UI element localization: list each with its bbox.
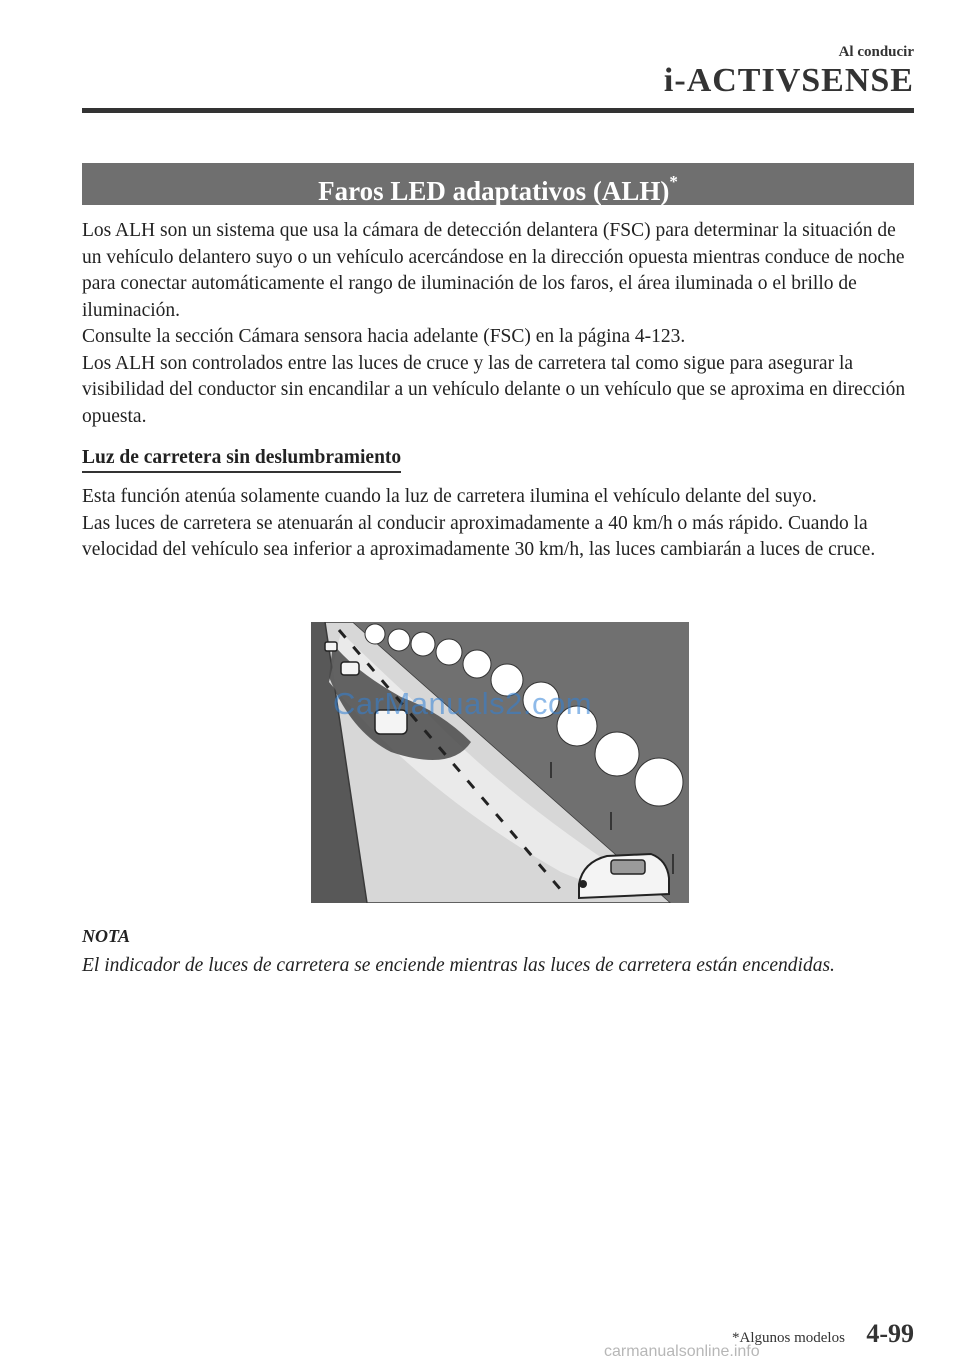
footnote: *Algunos modelos bbox=[732, 1330, 845, 1346]
header-chapter-title: i-ACTIVSENSE bbox=[663, 62, 914, 99]
subsection-paragraph-1: Esta función atenúa solamente cuando la luz de carretera ilumina el vehículo delante del suyo. bbox=[82, 486, 817, 507]
intro-paragraph-2: Consulte la sección Cámara sensora hacia adelante (FSC) en la página 4-123. bbox=[82, 326, 686, 347]
intro-text bbox=[82, 218, 916, 430]
note-label: NOTA bbox=[82, 926, 131, 946]
section-title: Faros LED adaptativos (ALH) bbox=[318, 176, 670, 206]
header-rule bbox=[82, 108, 914, 113]
road-scene-drawing bbox=[311, 622, 689, 903]
subsection-heading: Luz de carretera sin deslumbramiento bbox=[82, 447, 401, 473]
section-banner bbox=[82, 163, 914, 205]
intro-paragraph-3: Los ALH son controlados entre las luces de cruce y las de carretera tal como sigue para asegurar la visibilidad del conductor sin encandilar a un vehículo delante o un vehículo que se aproxima en dirección opuesta. bbox=[82, 352, 906, 427]
page-number: 4-99 bbox=[866, 1319, 914, 1348]
intro-paragraph-1: Los ALH son un sistema que usa la cámara de detección delantera (FSC) para determinar la situación de un vehículo delantero suyo o un vehículo acercándose en la dirección opuesta mientras conduce de noche para conectar automáticamente el rango de iluminación de los faros, el área iluminada o el brillo de iluminación. bbox=[82, 220, 905, 321]
footer-site-link[interactable]: carmanualsonline.info bbox=[604, 1343, 760, 1360]
headlight-illustration bbox=[311, 622, 689, 903]
subsection-paragraph-2: Las luces de carretera se atenuarán al conducir aproximadamente a 40 km/h o más rápido. Cuando la velocidad del vehículo sea inferior a aproximadamente 30 km/h, las luces cambiarán a luces de cruce. bbox=[82, 512, 876, 560]
subsection-text bbox=[82, 484, 916, 564]
watermark-text: CarManuals2.com bbox=[333, 686, 593, 721]
note-text: El indicador de luces de carretera se enciende mientras las luces de carretera están encendidas. bbox=[82, 955, 835, 976]
header-section: Al conducir bbox=[838, 44, 914, 60]
asterisk-mark: * bbox=[669, 172, 678, 191]
